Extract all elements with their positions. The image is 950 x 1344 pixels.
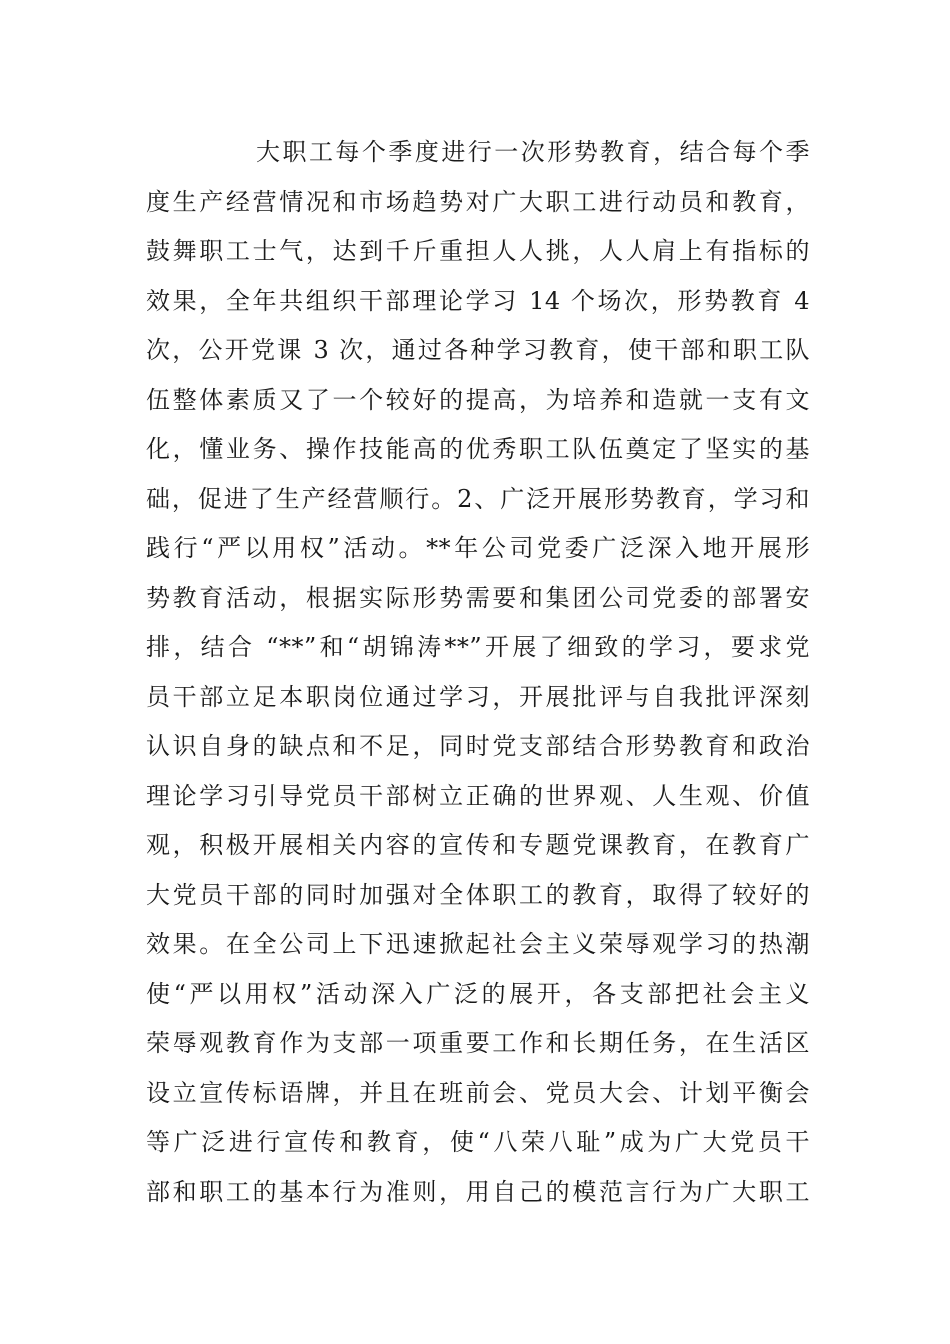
- text-line-1: 大职工每个季度进行一次形势教育，结合每个季: [256, 138, 810, 166]
- text-line-15: 观，积极开展相关内容的宣传和专题党课教育，在教育广: [146, 831, 810, 859]
- text-line-12: 员干部立足本职岗位通过学习，开展批评与自我批评深刻: [146, 682, 810, 711]
- text-line-3: 鼓舞职工士气，达到千斤重担人人挑，人人肩上有指标的: [146, 237, 810, 265]
- text-line-19: 荣辱观教育作为支部一项重要工作和长期任务，在生活区: [146, 1029, 810, 1057]
- text-line-9: 践行“严以用权”活动。**年公司党委广泛深入地开展形: [146, 534, 810, 562]
- text-line-16: 大党员干部的同时加强对全体职工的教育，取得了较好的: [146, 880, 810, 909]
- text-line-22: 部和职工的基本行为准则，用自己的模范言行为广大职工: [146, 1177, 810, 1206]
- text-line-2: 度生产经营情况和市场趋势对广大职工进行动员和教育，: [146, 187, 810, 216]
- text-line-21: 等广泛进行宣传和教育，使“八荣八耻”成为广大党员干: [146, 1128, 810, 1156]
- text-line-11: 排，结合 “**”和“胡锦涛**”开展了细致的学习，要求党: [146, 633, 810, 661]
- body-paragraph: [146, 128, 810, 1217]
- text-line-20: 设立宣传标语牌，并且在班前会、党员大会、计划平衡会: [146, 1078, 810, 1107]
- text-line-4: 效果，全年共组织干部理论学习 14 个场次，形势教育 4: [146, 286, 810, 315]
- text-line-10: 势教育活动，根据实际形势需要和集团公司党委的部署安: [146, 583, 810, 612]
- text-line-7: 化，懂业务、操作技能高的优秀职工队伍奠定了坚实的基: [146, 435, 810, 463]
- text-line-13: 认识自身的缺点和不足，同时党支部结合形势教育和政治: [146, 732, 810, 760]
- text-line-5: 次，公开党课 3 次，通过各种学习教育，使干部和职工队: [146, 336, 810, 364]
- text-line-17: 效果。在全公司上下迅速掀起社会主义荣辱观学习的热潮: [146, 930, 810, 958]
- text-line-14: 理论学习引导党员干部树立正确的世界观、人生观、价值: [146, 781, 810, 810]
- text-line-6: 伍整体素质又了一个较好的提高，为培养和造就一支有文: [146, 385, 810, 414]
- text-line-8: 础，促进了生产经营顺行。2、广泛开展形势教育，学习和: [146, 484, 810, 513]
- text-line-18: 使“严以用权”活动深入广泛的展开，各支部把社会主义: [146, 979, 810, 1008]
